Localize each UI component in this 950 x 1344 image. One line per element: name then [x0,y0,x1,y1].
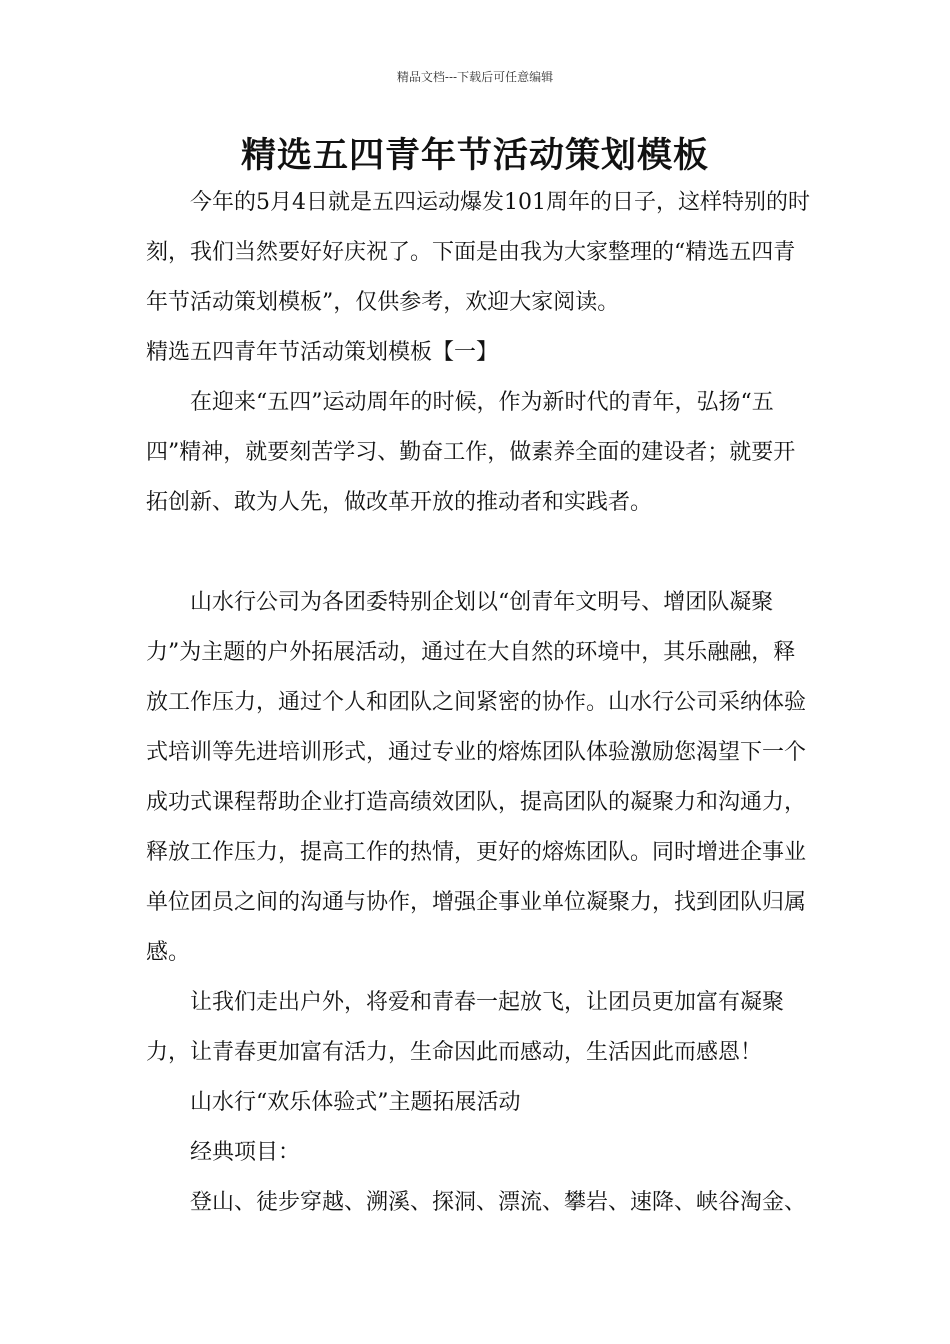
document-title: 精选五四青年节活动策划模板 [240,135,709,176]
paragraph-4: 山水行“欢乐体验式”主题拓展活动 [190,1090,521,1115]
paragraph-2: 山水行公司为各团委特别企划以“创青年文明号、增团队凝聚力”为主题的户外拓展活动，通过在大自然的环境中，其乐融融，释放工作压力，通过个人和团队之间紧密的协作。山水行公司采纳体验式培训等先进培训形式，通过专业的熔炼团队体验激励您渴望下一个成功式课程帮助企业打造高绩效团队，提高团队的凝聚力和沟通力，释放工作压力，提高工作的热情，更好的熔炼团队。同时增进企事业单位团员之间的沟通与协作，增强企事业单位凝聚力，找到团队归属感。 [146,590,807,965]
paragraph-1: 在迎来“五四”运动周年的时候，作为新时代的青年，弘扬“五四”精神，就要刻苦学习、勤奋工作，做素养全面的建设者；就要开拓创新、敢为人先，做改革开放的推动者和实践者。 [146,390,796,515]
section-heading: 精选五四青年节活动策划模板【一】 [146,340,499,365]
page-header-note: 精品文档---下载后可任意编辑 [396,70,554,84]
document-body [146,178,810,1228]
paragraph-3: 让我们走出户外，将爱和青春一起放飞，让团员更加富有凝聚力，让青春更加富有活力，生命因此而感动，生活因此而感恩！ [146,990,785,1065]
blank-line [146,528,810,578]
paragraph-6: 登山、徒步穿越、溯溪、探洞、漂流、攀岩、速降、峡谷淘金、 [190,1190,807,1215]
intro-paragraph: 今年的5月4日就是五四运动爆发101周年的日子，这样特别的时刻，我们当然要好好庆祝了。下面是由我为大家整理的“精选五四青年节活动策划模板”，仅供参考，欢迎大家阅读。 [146,190,810,315]
paragraph-5: 经典项目： [190,1140,301,1165]
